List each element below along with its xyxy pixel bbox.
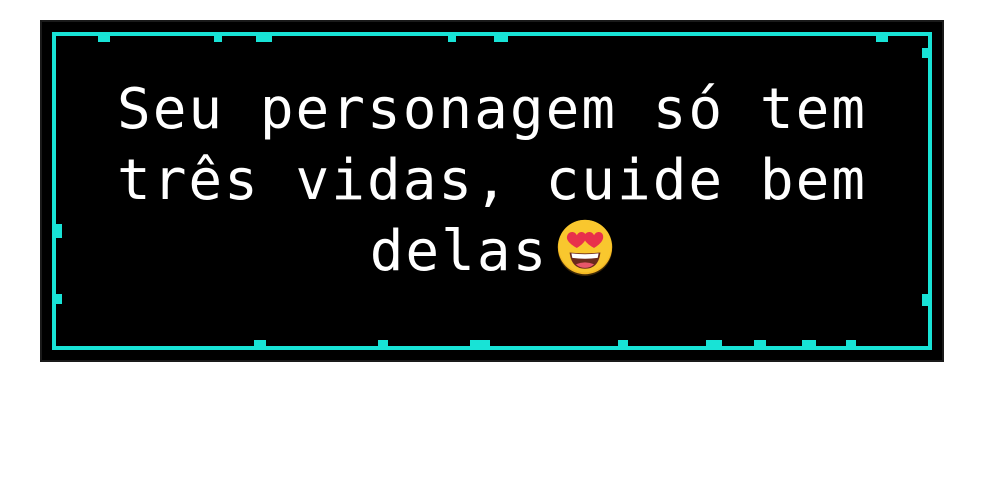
frame-notch (802, 340, 816, 348)
frame-notch (254, 340, 266, 348)
dialog-line-2: três vidas, cuide bem (116, 148, 867, 213)
dialog-message (46, 74, 938, 287)
frame-notch (922, 294, 930, 306)
heart-eyes-emoji-icon (556, 218, 614, 276)
dialog-line-3: delas (369, 219, 549, 284)
frame-notch (754, 340, 766, 348)
frame-notch (98, 34, 110, 42)
frame-notch (448, 34, 456, 42)
frame-notch (846, 340, 856, 348)
frame-notch (876, 34, 888, 42)
dialog-line-1: Seu personagem só tem (116, 77, 867, 142)
frame-notch (922, 48, 930, 58)
frame-notch (706, 340, 722, 348)
frame-notch (256, 34, 272, 42)
frame-notch (214, 34, 222, 42)
frame-notch (378, 340, 388, 348)
frame-notch (54, 294, 62, 304)
dialog-box[interactable] (42, 22, 942, 360)
frame-notch (470, 340, 490, 348)
frame-notch (618, 340, 628, 348)
frame-notch (494, 34, 508, 42)
